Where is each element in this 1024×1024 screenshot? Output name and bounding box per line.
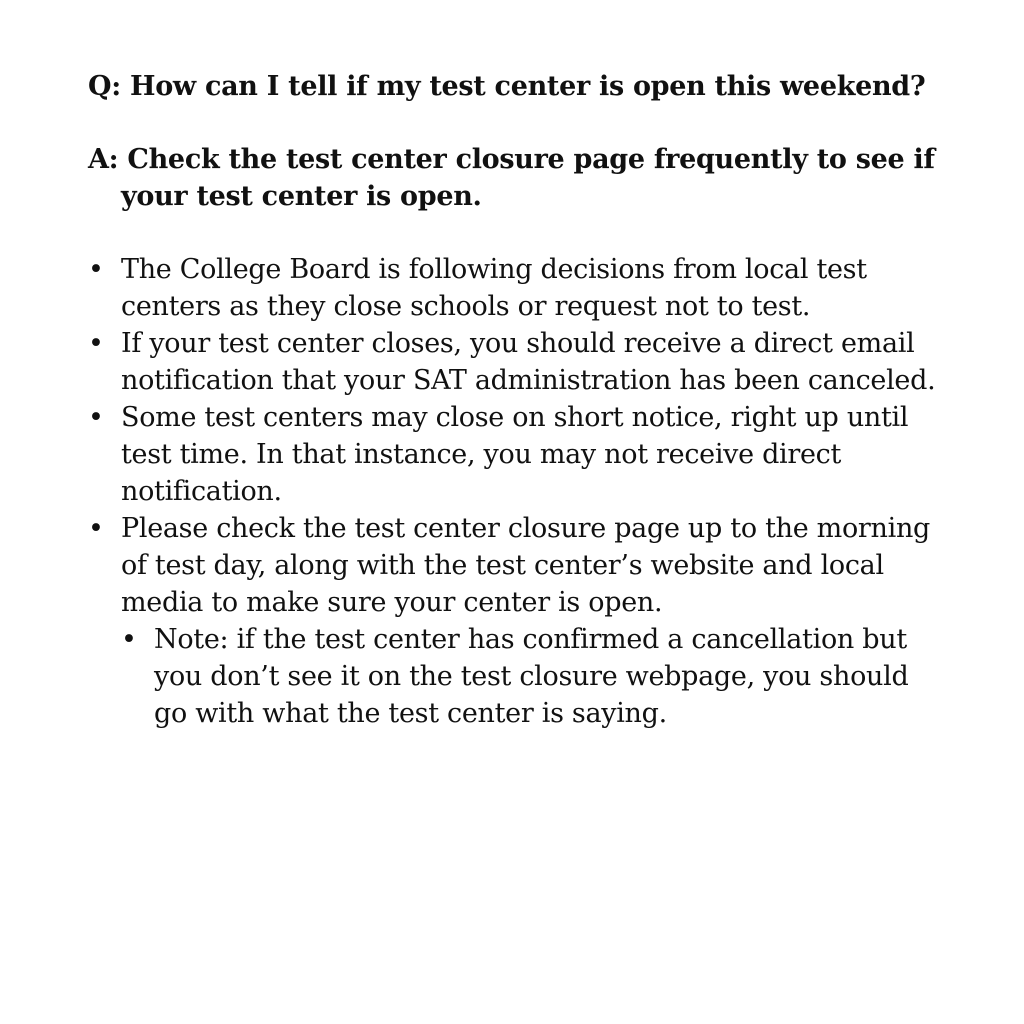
list-item-text: The College Board is following decisions from local test centers as they close schools or request not to test. — [121, 254, 867, 322]
faq-answer: A: Check the test center closure page frequently to see if your test center is open. — [88, 144, 935, 212]
list-item — [88, 251, 948, 325]
list-item — [88, 399, 948, 510]
list-item — [88, 510, 948, 732]
faq-content — [88, 68, 948, 732]
list-item-text: Please check the test center closure page up to the morning of test day, along with the test center’s website and local media to make sure your center is open. — [121, 513, 931, 618]
sub-list-item-text: Note: if the test center has confirmed a cancellation but you don’t see it on the test closure webpage, you should go with what the test center is saying. — [154, 624, 909, 729]
sub-bullet-list — [121, 621, 948, 732]
faq-question: Q: How can I tell if my test center is open this weekend? — [88, 71, 926, 102]
bullet-icon: • — [88, 254, 104, 285]
sub-list-item — [121, 621, 948, 732]
list-item-text: If your test center closes, you should receive a direct email notification that your SAT administration has been canceled. — [121, 328, 936, 396]
bullet-icon: • — [88, 402, 104, 433]
bullet-icon: • — [88, 513, 104, 544]
list-item-text: Some test centers may close on short notice, right up until test time. In that instance, you may not receive direct notification. — [121, 402, 909, 507]
list-item — [88, 325, 948, 399]
bullet-icon: • — [88, 328, 104, 359]
bullet-list — [88, 251, 948, 732]
bullet-icon: • — [121, 624, 137, 655]
